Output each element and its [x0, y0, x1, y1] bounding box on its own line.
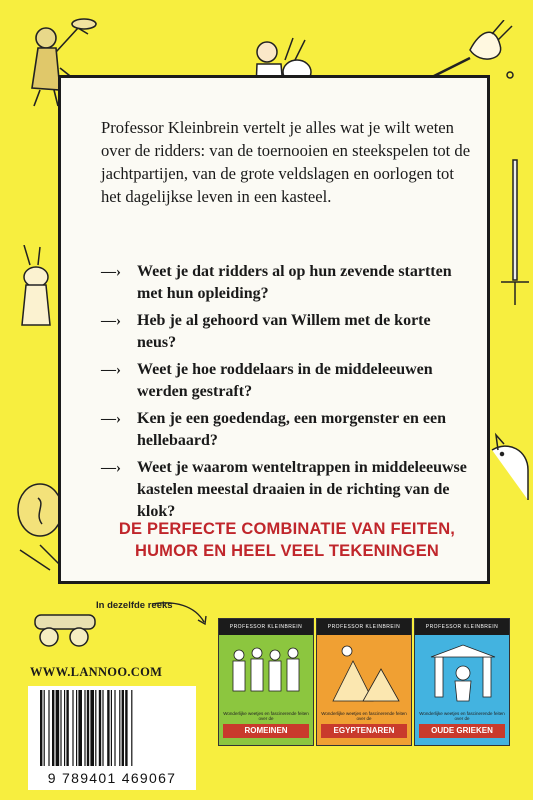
series-book-romeinen[interactable] [218, 618, 314, 746]
series-book-egyptenaren[interactable] [316, 618, 412, 746]
book-title: OUDE GRIEKEN [419, 724, 505, 738]
intro-text: Professor Kleinbrein vertelt je alles wat je wilt weten over de ridders: van de toernooien en steekspelen tot de jachtpartijen, van de grote veldslagen en oorlogen tot het dagelijkse leven in een kasteel. [101, 118, 471, 206]
book-subtitle: Wonderlijke weetjes en fascinerende feiten over de [223, 711, 309, 721]
tagline [101, 518, 473, 562]
question-text: Weet je waarom wenteltrappen in middeleeuwse kastelen meestal draaien in de richting van de klok? [137, 459, 467, 520]
text-panel [58, 75, 490, 584]
curved-arrow-icon [150, 598, 210, 628]
barcode-lines [28, 690, 196, 770]
list-item [101, 408, 473, 452]
list-item [101, 310, 473, 354]
book-illustration [323, 641, 407, 709]
tagline-line-2: HUMOR EN HEEL VEEL TEKENINGEN [134, 542, 440, 560]
question-list [101, 261, 473, 528]
arrow-icon: —› [101, 460, 121, 476]
list-item [101, 457, 473, 523]
isbn-number: 9 789401 469067 [47, 770, 177, 786]
list-item [101, 261, 473, 305]
sword-drawing [495, 150, 533, 310]
book-illustration [421, 641, 505, 709]
book-header: PROFESSOR KLEINBREIN [219, 619, 313, 635]
question-text: Weet je dat ridders al op hun zevende startten met hun opleiding? [137, 263, 452, 302]
arrow-icon: —› [101, 313, 121, 329]
book-title: ROMEINEN [223, 724, 309, 738]
barcode [28, 686, 196, 790]
tagline-line-1: DE PERFECTE COMBINATIE VAN FEITEN, [118, 520, 456, 538]
book-subtitle: Wonderlijke weetjes en fascinerende feiten over de [321, 711, 407, 721]
cannon-drawing [25, 605, 105, 650]
series-book-oude-grieken[interactable] [414, 618, 510, 746]
arrow-icon: —› [101, 411, 121, 427]
arrow-icon: —› [101, 264, 121, 280]
book-title: EGYPTENAREN [321, 724, 407, 738]
arrow-icon: —› [101, 362, 121, 378]
horse-drawing [488, 430, 533, 510]
book-subtitle: Wonderlijke weetjes en fascinerende feiten over de [419, 711, 505, 721]
series-label: In dezelfde reeks [96, 600, 173, 611]
question-text: Weet je hoe roddelaars in de middeleeuwen werden gestraft? [137, 361, 433, 400]
list-item [101, 359, 473, 403]
book-header: PROFESSOR KLEINBREIN [317, 619, 411, 635]
website-url[interactable]: WWW.LANNOO.COM [30, 665, 163, 679]
question-text: Heb je al gehoord van Willem met de korte neus? [137, 312, 431, 351]
book-header: PROFESSOR KLEINBREIN [415, 619, 509, 635]
question-text: Ken je een goedendag, een morgenster en een hellebaard? [137, 410, 446, 449]
book-illustration [225, 641, 309, 709]
rabbit-drawing [10, 245, 60, 335]
coin-drawing [10, 470, 65, 580]
